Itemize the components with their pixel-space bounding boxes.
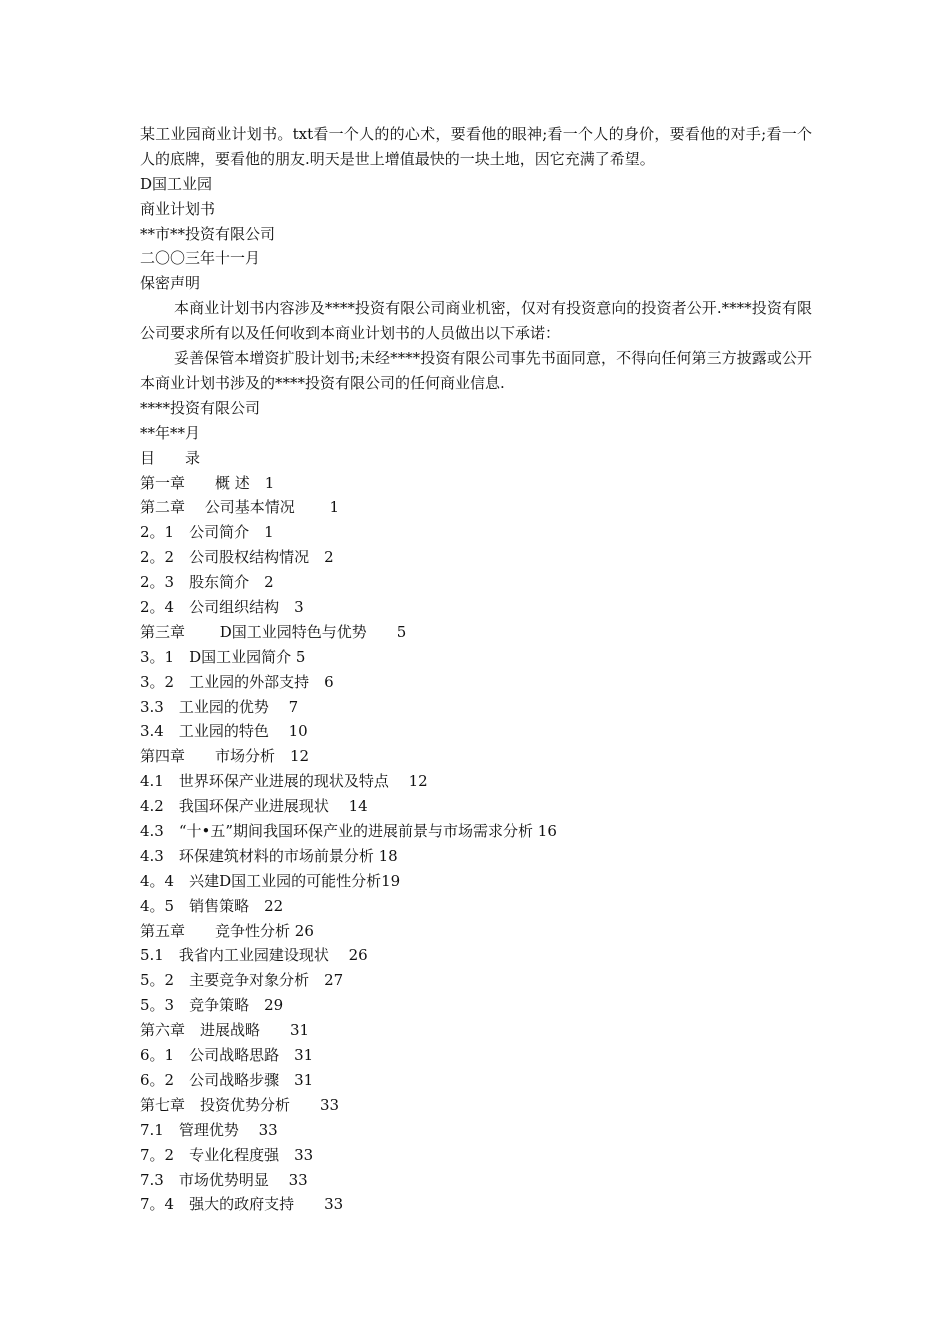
toc-entry: 4.3 环保建筑材料的市场前景分析 18: [140, 846, 398, 865]
confidentiality-paragraph-1: 本商业计划书内容涉及****投资有限公司商业机密，仅对有投资意向的投资者公开.****投资有限公司要求所有以及任何收到本商业计划书的人员做出以下承诺：: [140, 299, 812, 343]
cover-park-name: D国工业园: [140, 174, 213, 193]
toc-entry: 第四章 市场分析 12: [140, 747, 310, 766]
toc-entry: 第二章 公司基本情况 1: [140, 498, 340, 517]
toc-entry: 2。1 公司简介 1: [140, 523, 274, 542]
toc-entry: 第六章 进展战略 31: [140, 1021, 310, 1040]
cover-doc-type: 商业计划书: [140, 199, 216, 218]
toc-entry: 6。2 公司战略步骤 31: [140, 1070, 314, 1089]
toc-entry: 7.3 市场优势明显 33: [140, 1170, 308, 1189]
toc-entry: 7.1 管理优势 33: [140, 1120, 278, 1139]
cover-company: **市**投资有限公司: [140, 224, 276, 243]
toc-entry: 第三章 D国工业园特色与优势 5: [140, 622, 407, 641]
toc-entry: 第七章 投资优势分析 33: [140, 1095, 340, 1114]
confidentiality-paragraph-2: 妥善保管本增资扩股计划书;未经****投资有限公司事先书面同意，不得向任何第三方披露或公开本商业计划书涉及的****投资有限公司的任何商业信息.: [140, 349, 812, 392]
confidentiality-signature: ****投资有限公司: [140, 398, 261, 417]
toc-entry: 5。3 竞争策略 29: [140, 996, 284, 1015]
cover-date: 二〇〇三年十一月: [140, 249, 261, 268]
toc-entry: 3.3 工业园的优势 7: [140, 697, 299, 716]
confidentiality-heading: 保密声明: [140, 274, 201, 293]
toc-entry: 4.2 我国环保产业进展现状 14: [140, 797, 368, 816]
toc-entry: 5.1 我省内工业园建设现状 26: [140, 946, 368, 965]
toc-entry: 3。2 工业园的外部支持 6: [140, 672, 334, 691]
toc-heading: 目 录: [140, 448, 201, 467]
toc-entry: 3.4 工业园的特色 10: [140, 722, 308, 741]
toc-entry: 2。4 公司组织结构 3: [140, 598, 304, 617]
toc-entry: 第一章 概 述 1: [140, 473, 275, 492]
toc-entry: 3。1 D国工业园简介 5: [140, 647, 306, 666]
table-of-contents: [140, 471, 812, 1218]
toc-entry: 7。4 强大的政府支持 33: [140, 1195, 344, 1214]
toc-entry: 2。3 股东简介 2: [140, 573, 274, 592]
intro-paragraph: 某工业园商业计划书。txt看一个人的的心术，要看他的眼神;看一个人的身价，要看他的对手;看一个人的底牌，要看他的朋友.明天是世上增值最快的一块土地，因它充满了希望。: [140, 125, 812, 168]
toc-entry: 4。4 兴建D国工业园的可能性分析19: [140, 871, 401, 890]
document-page: [140, 122, 812, 1217]
toc-entry: 4。5 销售策略 22: [140, 896, 284, 915]
toc-entry: 4.1 世界环保产业进展的现状及特点 12: [140, 772, 428, 791]
toc-entry: 2。2 公司股权结构情况 2: [140, 548, 334, 567]
toc-entry: 6。1 公司战略思路 31: [140, 1046, 314, 1065]
toc-entry: 5。2 主要竞争对象分析 27: [140, 971, 344, 990]
toc-entry: 第五章 竞争性分析 26: [140, 921, 314, 940]
toc-entry: 4.3 “十•五”期间我国环保产业的进展前景与市场需求分析 16: [140, 822, 557, 841]
confidentiality-date: **年**月: [140, 423, 201, 442]
toc-entry: 7。2 专业化程度强 33: [140, 1145, 314, 1164]
